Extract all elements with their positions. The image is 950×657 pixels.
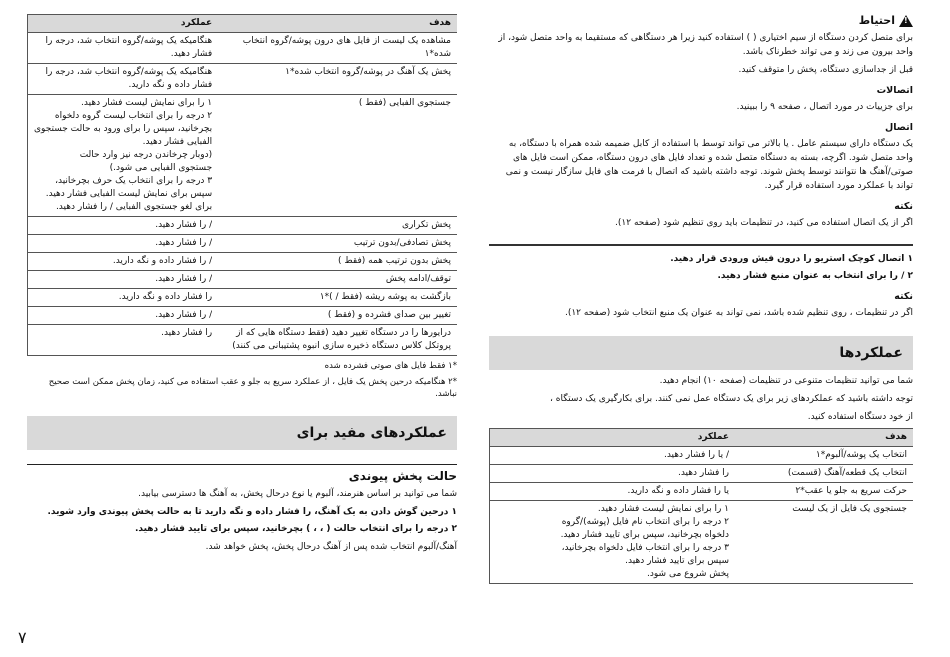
operation-line: فشار دهید.	[170, 49, 213, 59]
link-play-step-2: ۲ درجه را برای انتخاب حالت ( ، ، ) بچرخانید، سپس برای تایید فشار دهید.	[134, 524, 457, 534]
table-row	[28, 325, 458, 356]
link-play-note: آهنگ/آلبوم انتخاب شده پس از آهنگ درحال پخش، پخش خواهد شد.	[205, 542, 457, 552]
operation-line: فشار داده و نگه دارید.	[128, 80, 213, 90]
connection-text: یک دستگاه دارای سیستم عامل . یا بالاتر می تواند توسط با استفاده از کابل ضمیمه شده همراه با دستگاه، به واحد متصل شود. اگرچه، بسته به دستگاه متصل شده و تعداد فایل های درون دستگاه، ممکن است فایل های صوتی/آهنگ ها نتوانند توسط پخش شوند. توجه داشته باشید که اتصال با فرمت های فایل سازگار نیست و نمی تواند با عملکرد مورد استفاده قرار گیرد.	[505, 139, 913, 191]
operation-line: دلخواه بچرخانید، سپس برای تایید فشار دهید.	[560, 530, 730, 540]
row-operation	[28, 235, 219, 253]
operation-line: الفبایی فشار دهید.	[142, 137, 213, 147]
operation-line: / را فشار دهید.	[155, 274, 213, 284]
table-row	[490, 501, 914, 584]
section-title-functions: عملکردها	[489, 336, 913, 370]
row-operation	[490, 465, 736, 483]
caution-text: برای متصل کردن دستگاه از سیم اختیاری ( ) استفاده کنید زیرا هر دستگاهی که مستقیما به واحد متصل شود، از واحد بیرون می زند و می تواند خطرناک باشد.	[498, 33, 913, 57]
functions-intro-1: شما می توانید تنظیمات متنوعی در تنظیمات (صفحه ۱۰) انجام دهید.	[659, 376, 913, 386]
tip-title: نکته	[894, 201, 913, 212]
operation-line: / یا را فشار دهید.	[663, 450, 730, 460]
operation-line: / را فشار دهید.	[155, 310, 213, 320]
row-goal: پخش بدون ترتیب همه (فقط )	[218, 253, 457, 271]
row-operation	[490, 501, 736, 584]
operation-line: برای لغو جستجوی الفبایی / را فشار دهید.	[55, 202, 213, 212]
table-row	[28, 235, 458, 253]
operation-line: / را فشار دهید.	[155, 220, 213, 230]
operation-line: ۲ درجه را برای انتخاب لیست گروه دلخواه	[54, 111, 213, 121]
row-goal: جستجوی یک فایل از یک لیست	[735, 501, 913, 584]
table-row	[490, 465, 914, 483]
table-row	[28, 307, 458, 325]
link-play-intro: شما می توانید بر اساس هنرمند، آلبوم یا نوع درحال پخش، به آهنگ ها دسترسی بیابید.	[138, 489, 457, 499]
row-operation	[28, 271, 219, 289]
operation-line: / را فشار داده و نگه دارید.	[112, 256, 213, 266]
footnote-2: *۲ هنگامیکه درحین پخش یک فایل ، از عملکرد سریع به جلو و عقب استفاده می کنید، زمان پخش ممکن است صحیح نباشد.	[48, 377, 457, 399]
table-row	[490, 447, 914, 465]
link-play-title: حالت پخش پیوندی	[27, 464, 457, 483]
functions-table-left	[27, 14, 457, 356]
tip-text: اگر از یک اتصال استفاده می کنید، در تنظیمات باید روی تنظیم شود (صفحه ۱۲).	[615, 218, 913, 228]
row-operation	[28, 307, 219, 325]
row-goal: درایورها را در دستگاه تغییر دهید (فقط دستگاه هایی که از پروتکل کلاس دستگاه ذخیره سازی انبوه پشتیبانی می کنند)	[218, 325, 457, 356]
operation-line: ۳ درجه را برای انتخاب فایل دلخواه بچرخانید،	[561, 543, 730, 553]
operation-line: / را فشار دهید.	[155, 238, 213, 248]
row-goal: انتخاب یک پوشه/آلبوم*۱	[735, 447, 913, 465]
operation-line: (دوبار چرخاندن درجه نیز وارد حالت	[79, 150, 213, 160]
row-operation	[490, 447, 736, 465]
row-operation	[28, 95, 219, 217]
row-operation	[28, 325, 219, 356]
operation-line: سپس برای تایید فشار دهید.	[625, 556, 730, 566]
caution-title: احتیاط	[858, 14, 895, 27]
table-row	[28, 64, 458, 95]
row-goal: مشاهده یک لیست از فایل های درون پوشه/گروه انتخاب شده*۱	[218, 33, 457, 64]
operation-line: یا را فشار داده و نگه دارید.	[627, 486, 730, 496]
operation-line: ۳ درجه را برای انتخاب یک حرف بچرخانید،	[55, 176, 213, 186]
operation-line: ۱ را برای نمایش لیست فشار دهید.	[597, 504, 730, 514]
row-operation	[28, 253, 219, 271]
row-goal: حرکت سریع به جلو یا عقب*۲	[735, 483, 913, 501]
header-op: عملکرد	[28, 15, 219, 33]
header-op: عملکرد	[490, 429, 736, 447]
operation-line: ۱ را برای نمایش لیست فشار دهید.	[81, 98, 213, 108]
functions-intro-3: از خود دستگاه استفاده کنید.	[807, 412, 913, 422]
row-goal: توقف/ادامه پخش	[218, 271, 457, 289]
row-goal: انتخاب یک قطعه/آهنگ (قسمت)	[735, 465, 913, 483]
operation-line: را فشار داده و نگه دارید.	[118, 292, 213, 302]
aux-step-1: ۱ اتصال کوچک استریو را درون فیش ورودی قرار دهید.	[670, 254, 913, 264]
row-goal: تغییر بین صدای فشرده و (فقط )	[218, 307, 457, 325]
row-operation	[28, 289, 219, 307]
right-column	[489, 14, 913, 584]
left-column	[27, 14, 457, 558]
table-row	[28, 253, 458, 271]
warning-icon	[899, 15, 913, 27]
table-row	[28, 271, 458, 289]
connections-text: برای جزییات در مورد اتصال ، صفحه ۹ را ببینید.	[736, 102, 913, 112]
operation-line: جستجوی الفبایی می شود.)	[109, 163, 213, 173]
table-row	[28, 289, 458, 307]
row-operation	[490, 483, 736, 501]
row-goal: پخش تکراری	[218, 217, 457, 235]
before-disconnect-text: قبل از جداسازی دستگاه، پخش را متوقف کنید.	[738, 65, 913, 75]
row-operation	[28, 33, 219, 64]
footnote-1: *۱ فقط فایل های صوتی فشرده شده	[324, 361, 457, 371]
row-goal: بازگشت به پوشه ریشه (فقط / )*۱	[218, 289, 457, 307]
operation-line: بچرخانید، سپس را برای ورود به حالت جستجوی	[34, 124, 213, 134]
row-goal: جستجوی الفبایی (فقط )	[218, 95, 457, 217]
operation-line: پخش شروع می شود.	[647, 569, 730, 579]
table-row	[28, 217, 458, 235]
operation-line: ۲ درجه را برای انتخاب نام فایل (پوشه)/گروه	[561, 517, 730, 527]
operation-line: سپس برای نمایش لیست الفبایی فشار دهید.	[45, 189, 213, 199]
operation-line: را فشار دهید.	[161, 328, 213, 338]
table-row	[490, 483, 914, 501]
page-number: ۷	[18, 628, 27, 647]
table-row	[28, 33, 458, 64]
header-goal: هدف	[735, 429, 913, 447]
tip2-title: نکته	[894, 291, 913, 302]
functions-intro-2: توجه داشته باشید که عملکردهای زیر برای یک دستگاه عمل نمی کنند. برای بکارگیری یک دستگاه ،	[549, 394, 913, 404]
operation-line: هنگامیکه یک پوشه/گروه انتخاب شد، درجه را	[45, 67, 213, 77]
row-goal: پخش تصادفی/بدون ترتیب	[218, 235, 457, 253]
row-operation	[28, 217, 219, 235]
operation-line: را فشار دهید.	[677, 468, 730, 478]
tip2-text: اگر در تنظیمات ، روی تنظیم شده باشد، نمی تواند به عنوان یک منبع انتخاب شود (صفحه ۱۲).	[564, 308, 913, 318]
table-row	[28, 95, 458, 217]
section-title-useful: عملکردهای مفید برای	[27, 416, 457, 450]
row-operation	[28, 64, 219, 95]
divider	[489, 244, 913, 246]
caution-heading	[489, 14, 913, 27]
aux-step-2: ۲ / را برای انتخاب به عنوان منبع فشار دهید.	[717, 271, 913, 281]
connection-title: اتصال	[885, 122, 913, 133]
connections-title: اتصالات	[876, 85, 913, 96]
operation-line: هنگامیکه یک پوشه/گروه انتخاب شد، درجه را	[45, 36, 213, 46]
link-play-step-1: ۱ درحین گوش دادن به یک آهنگ، را فشار داده و نگه دارید تا به حالت پخش پیوندی وارد شوید.	[47, 507, 457, 517]
header-goal: هدف	[218, 15, 457, 33]
row-goal: پخش یک آهنگ در پوشه/گروه انتخاب شده*۱	[218, 64, 457, 95]
functions-table-right	[489, 428, 913, 584]
